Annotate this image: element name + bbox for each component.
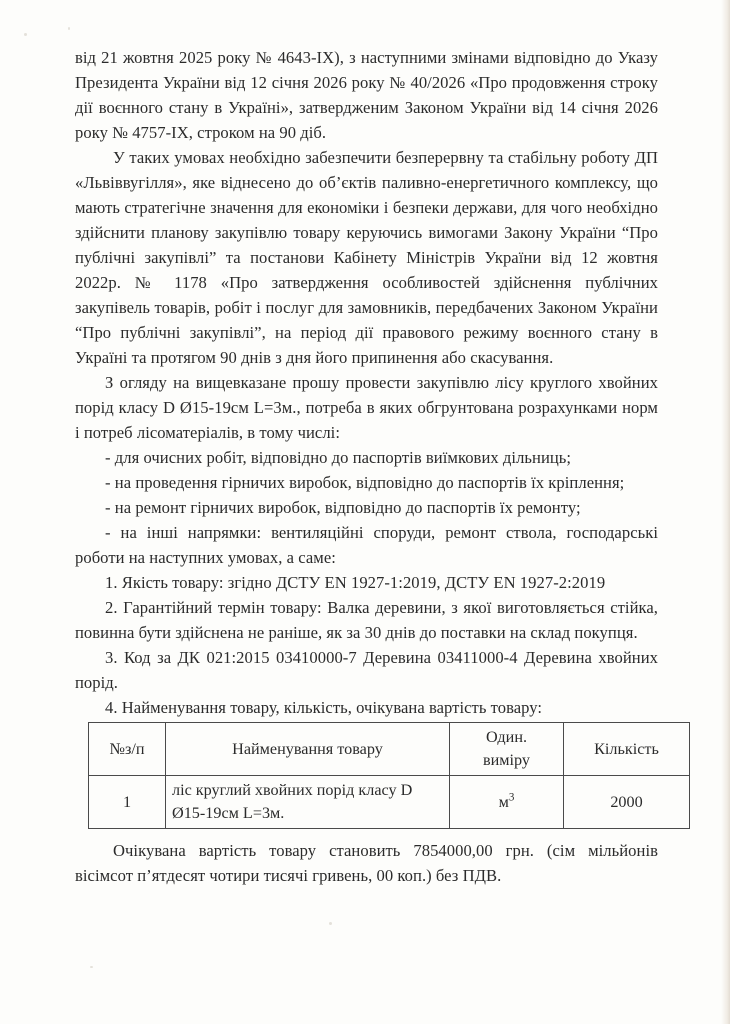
paragraph-continuation: від 21 жовтня 2025 року № 4643-IX), з наступними змінами відповідно до Указу Президента України від 12 січня 2026 року № 40/2026 «Про продовження строку дії воєнного стану в Україні», затвердженим Законом України від 14 січня 2026 року № 4757-IX, строком на 90 діб. xyxy=(75,48,658,142)
cell-product-name-line2: Ø15-19см L=3м. xyxy=(172,804,285,822)
closing-section xyxy=(75,838,658,888)
header-unit-line1: Один. xyxy=(485,728,528,746)
bullet-mine-workings: - на проведення гірничих виробок, відповідно до паспортів їх кріплення; xyxy=(105,473,625,492)
header-product-name: Найменування товару xyxy=(166,723,450,776)
paragraph-conditions: У таких умовах необхідно забезпечити безперервну та стабільну роботу ДП «Львіввугілля», яке віднесено до об’єктів паливно-енергетичного комплексу, що мають стратегічне значення для економіки і безпеки держави, для чого необхідно здійснити планову закупівлю товару керуючись вимогами Закону України “Про публічні закупівлі” та постанови Кабінету Міністрів України від 12 жовтня 2022р. № 1178 «Про затвердження особливостей здійснення публічних закупівель товарів, робіт і послуг для замовників, передбачених Законом України “Про публічні закупівлі”, на період дії правового режиму воєнного стану в Україні та протягом 90 днів з дня його припинення або скасування. xyxy=(75,148,658,367)
numbered-item-code: 3. Код за ДК 021:2015 03410000-7 Деревина 03411000-4 Деревина хвойних порід. xyxy=(75,648,658,692)
cell-unit-exponent: 3 xyxy=(508,791,515,804)
scan-speck xyxy=(329,922,332,925)
header-quantity: Кількість xyxy=(564,723,690,776)
cell-unit xyxy=(450,776,564,829)
table-header-row xyxy=(89,723,690,776)
header-unit xyxy=(450,723,564,776)
scan-speck xyxy=(24,33,27,36)
scan-edge xyxy=(721,0,730,1024)
numbered-item-quality: 1. Якість товару: згідно ДСТУ EN 1927-1:2019, ДСТУ EN 1927-2:2019 xyxy=(105,573,606,592)
scan-speck xyxy=(90,966,93,968)
table-row xyxy=(89,776,690,829)
document-body xyxy=(75,45,658,720)
cell-product-name xyxy=(166,776,450,829)
cell-number: 1 xyxy=(89,776,166,829)
bullet-cleaning-works: - для очисних робіт, відповідно до паспортів виїмкових дільниць; xyxy=(105,448,572,467)
cell-product-name-line1: ліс круглий хвойних порід класу D xyxy=(172,781,413,799)
header-unit-line2: виміру xyxy=(482,751,531,769)
numbered-item-goods-list: 4. Найменування товару, кількість, очікувана вартість товару: xyxy=(105,698,543,717)
bullet-repair-workings: - на ремонт гірничих виробок, відповідно до паспортів їх ремонту; xyxy=(105,498,581,517)
numbered-item-warranty: 2. Гарантійний термін товару: Валка деревини, з якої виготовляється стійка, повинна бути здійснена не раніше, як за 30 днів до поставки на склад покупця. xyxy=(75,598,658,642)
paragraph-request: З огляду на вищевказане прошу провести закупівлю лісу круглого хвойних порід класу D Ø15-19см L=3м., потреба в яких обгрунтована розрахунками норм і потреб лісоматеріалів, в тому числі: xyxy=(75,373,658,442)
paragraph-expected-cost: Очікувана вартість товару становить 7854000,00 грн. (сім мільйонів вісімсот п’ятдесят чотири тисячі гривень, 00 коп.) без ПДВ. xyxy=(75,841,658,885)
cell-unit-value: м xyxy=(498,792,509,811)
cell-quantity: 2000 xyxy=(564,776,690,829)
scan-speck xyxy=(68,27,70,30)
header-number: №з/п xyxy=(89,723,166,776)
goods-table xyxy=(88,722,690,829)
bullet-other-directions: - на інші напрямки: вентиляційні споруди, ремонт ствола, господарські роботи на наступних умовах, а саме: xyxy=(75,523,658,567)
goods-table-container xyxy=(88,722,659,829)
